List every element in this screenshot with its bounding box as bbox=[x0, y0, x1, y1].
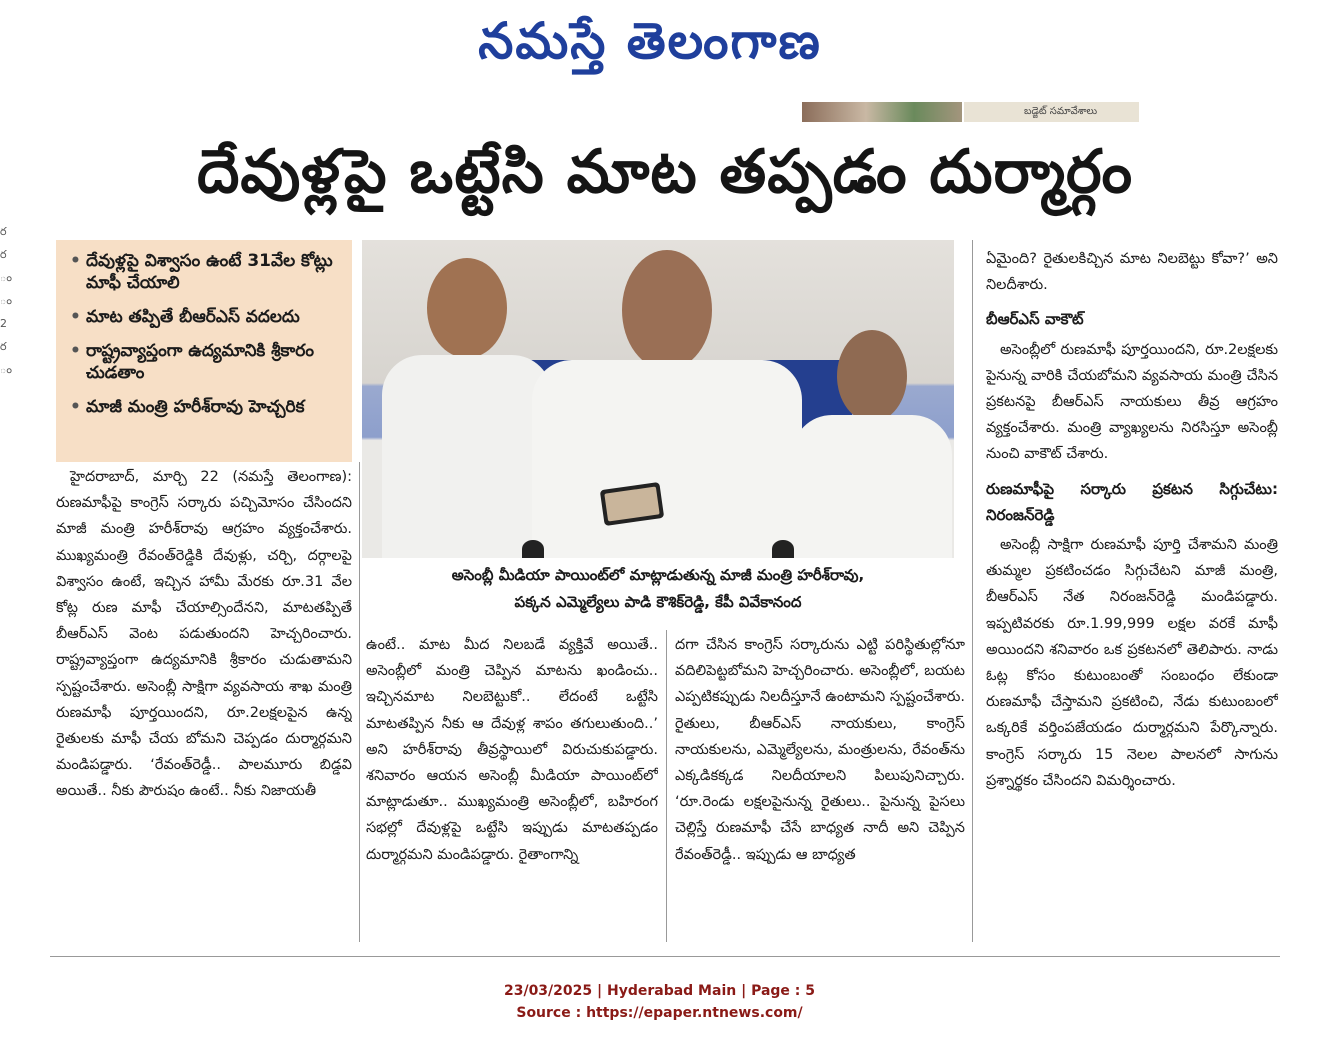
thumbnail-photo bbox=[802, 102, 962, 122]
headline: దేవుళ్లపై ఒట్టేసి మాట తప్పడం దుర్మార్గం bbox=[196, 137, 1133, 207]
highlight-text: రాష్ట్రవ్యాప్తంగా ఉద్యమానికి శ్రీకారం చుడతాం bbox=[86, 341, 314, 383]
source-link[interactable]: Source : https://epaper.ntnews.com/ bbox=[516, 1005, 803, 1021]
person-left bbox=[382, 240, 552, 558]
article-text: అసెంబ్లీలో రుణమాఫీ పూర్తయిందని, రూ.2లక్షలకు పైనున్న వారికి చేయబోమని వ్యవసాయ మంత్రి చేసిన ప్రకటనపై బీఆర్ఎస్ నాయకులు తీవ్ర ఆగ్రహం వ్యక్తంచేశారు. మంత్రి వ్యాఖ్యలను నిరసిస్తూ అసెంబ్లీ నుంచి వాకౌట్ చేశారు. bbox=[986, 341, 1278, 463]
highlight-item bbox=[70, 306, 346, 328]
highlight-item bbox=[70, 396, 346, 418]
news-photo bbox=[362, 240, 954, 558]
microphone-icon bbox=[522, 540, 544, 558]
column-divider bbox=[666, 630, 667, 942]
subheading: రుణమాఫీపై సర్కారు ప్రకటన సిగ్గుచేటు: నిరంజన్‌రెడ్డి bbox=[986, 479, 1278, 524]
masthead-logo: నమస్తే తెలంగాణ bbox=[478, 11, 822, 70]
column-divider bbox=[359, 462, 360, 942]
left-margin-text: ర ర ం ం 2 ర ం bbox=[0, 225, 12, 376]
bullet-icon: • bbox=[70, 251, 81, 271]
article-text: హైదరాబాద్, మార్చి 22 (నమస్తే తెలంగాణ): రుణమాఫీపై కాంగ్రెస్ సర్కారు పచ్చిమోసం చేసిందని మాజీ మంత్రి హరీశ్‌రావు ఆగ్రహం వ్యక్తంచేశారు. ముఖ్యమంత్రి రేవంత్‌రెడ్డికి దేవుళ్లు, చర్చి, దర్గాలపై విశ్వాసం ఉంటే, ఇచ్చిన హామీ మేరకు రూ.31 వేల కోట్ల రుణ మాఫీ చేయాల్సిందేనని, మాటతప్పితే బీఆర్ఎస్ వెంట పడుతుందని హెచ్చరించారు. రాష్ట్రవ్యాప్తంగా ఉద్యమానికి శ్రీకారం చుడుతామని స్పష్టంచేశారు. అసెంబ్లీ సాక్షిగా వ్యవసాయ శాఖ మంత్రి రుణమాఫీ పూర్తయిందని, రూ.2లక్షలపైన ఉన్న రైతులకు మాఫీ చేయ బోమని చెప్పడం దుర్మార్గమని మండిపడ్డారు. ‘రేవంత్‌రెడ్డీ.. పాలమూరు బిడ్డవి అయితే.. నీకు పౌరుషం ఉంటే.. నీకు నిజాయతీ bbox=[56, 469, 352, 800]
highlight-item bbox=[70, 340, 346, 384]
bullet-icon: • bbox=[70, 397, 81, 417]
highlight-text: దేవుళ్లపై విశ్వాసం ఉంటే 31వేల కోట్లు మాఫీ చేయాలి bbox=[86, 251, 333, 293]
article-column-2 bbox=[366, 632, 658, 942]
article-text: అసెంబ్లీ సాక్షిగా రుణమాఫీ పూర్తి చేశామని మంత్రి తుమ్మల ప్రకటించడం సిగ్గుచేటని మాజీ మంత్రి, బీఆర్ఎస్ నేత నిరంజన్‌రెడ్డి మండిపడ్డారు. ఇప్పటివరకు రూ.1.99,999 లక్షల వరకే మాఫీ అయిందని శనివారం ఒక ప్రకటనలో తెలిపారు. నాడు ఓట్ల కోసం కుటుంబంతో సంబంధం లేకుండా రుణమాఫీ చేస్తామని ప్రకటించి, నేడు కుటుంబంలో ఒక్కరికే వర్తింపజేయడం దుర్మార్గమని పేర్కొన్నారు. కాంగ్రెస్ సర్కారు 15 నెలల పాలనలో సాగును ప్రశ్నార్థకం చేసిందని విమర్శించారు. bbox=[986, 537, 1278, 789]
page-footer-date: 23/03/2025 | Hyderabad Main | Page : 5 bbox=[503, 983, 816, 999]
article-column-1 bbox=[56, 464, 352, 944]
article-column-3 bbox=[675, 632, 965, 942]
bullet-icon: • bbox=[70, 341, 81, 361]
bullet-icon: • bbox=[70, 307, 81, 327]
microphone-icon bbox=[772, 540, 794, 558]
person-right bbox=[792, 240, 952, 558]
subheading: బీఆర్ఎస్ వాకౌట్ bbox=[986, 310, 1084, 329]
article-column-4 bbox=[986, 246, 1278, 946]
photo-caption bbox=[362, 562, 954, 624]
article-text: ఉంటే.. మాట మీద నిలబడే వ్యక్తివే అయితే.. అసెంబ్లీలో మంత్రి చెప్పిన మాటను ఖండించు.. ఇచ్చినమాట నిలబెట్టుకో.. లేదంటే ఒట్టేసి మాటతప్పిన నీకు ఆ దేవుళ్ల శాపం తగులుతుంది..’ అని హరీశ్‌రావు తీవ్రస్థాయిలో విరుచుకుపడ్డారు. శనివారం ఆయన అసెంబ్లీ మీడియా పాయింట్‌లో మాట్లాడుతూ.. ముఖ్యమంత్రి అసెంబ్లీలో, బహిరంగ సభల్లో దేవుళ్లపై ఒట్టేసి ఇప్పుడు మాటతప్పడం దుర్మార్గమని మండిపడ్డారు. రైతాంగాన్ని bbox=[366, 637, 658, 863]
highlights-box bbox=[56, 240, 352, 462]
caption-line: పక్కన ఎమ్మెల్యేలు పాడి కౌశిక్‌రెడ్డి, కేపీ వివేకానంద bbox=[514, 593, 802, 611]
highlight-text: మాజీ మంత్రి హరీశ్‌రావు హెచ్చరిక bbox=[86, 397, 305, 417]
bottom-rule bbox=[50, 956, 1280, 957]
column-divider bbox=[972, 240, 973, 942]
person-center bbox=[532, 240, 802, 558]
highlight-text: మాట తప్పితే బీఆర్ఎస్ వదలదు bbox=[86, 307, 300, 327]
section-tag: బడ్జెట్ సమావేశాలు bbox=[964, 102, 1139, 122]
caption-line: అసెంబ్లీ మీడియా పాయింట్‌లో మాట్లాడుతున్న మాజీ మంత్రి హరీశ్‌రావు, bbox=[451, 566, 865, 584]
article-text: ఏమైంది? రైతులకిచ్చిన మాట నిలబెట్టు కోవా?’ అని నిలదీశారు. bbox=[986, 251, 1278, 294]
article-text: దగా చేసిన కాంగ్రెస్ సర్కారును ఎట్టి పరిస్థితుల్లోనూ వదిలిపెట్టబోమని హెచ్చరించారు. అసెంబ్లీలో, బయట ఎప్పటికప్పుడు నిలదీస్తూనే ఉంటామని స్పష్టంచేశారు. రైతులు, బీఆర్ఎస్ నాయకులు, కాంగ్రెస్ నాయకులను, ఎమ్మెల్యేలను, మంత్రులను, రేవంత్‌ను ఎక్కడికక్కడ నిలదీయాలని పిలుపునిచ్చారు. ‘రూ.రెండు లక్షలపైనున్న రైతులు.. పైనున్న పైసలు చెల్లిస్తే రుణమాఫీ చేసే బాధ్యత నాదీ అని చెప్పిన రేవంత్‌రెడ్డీ.. ఇప్పుడు ఆ బాధ్యత bbox=[675, 637, 965, 863]
highlight-item bbox=[70, 250, 346, 294]
